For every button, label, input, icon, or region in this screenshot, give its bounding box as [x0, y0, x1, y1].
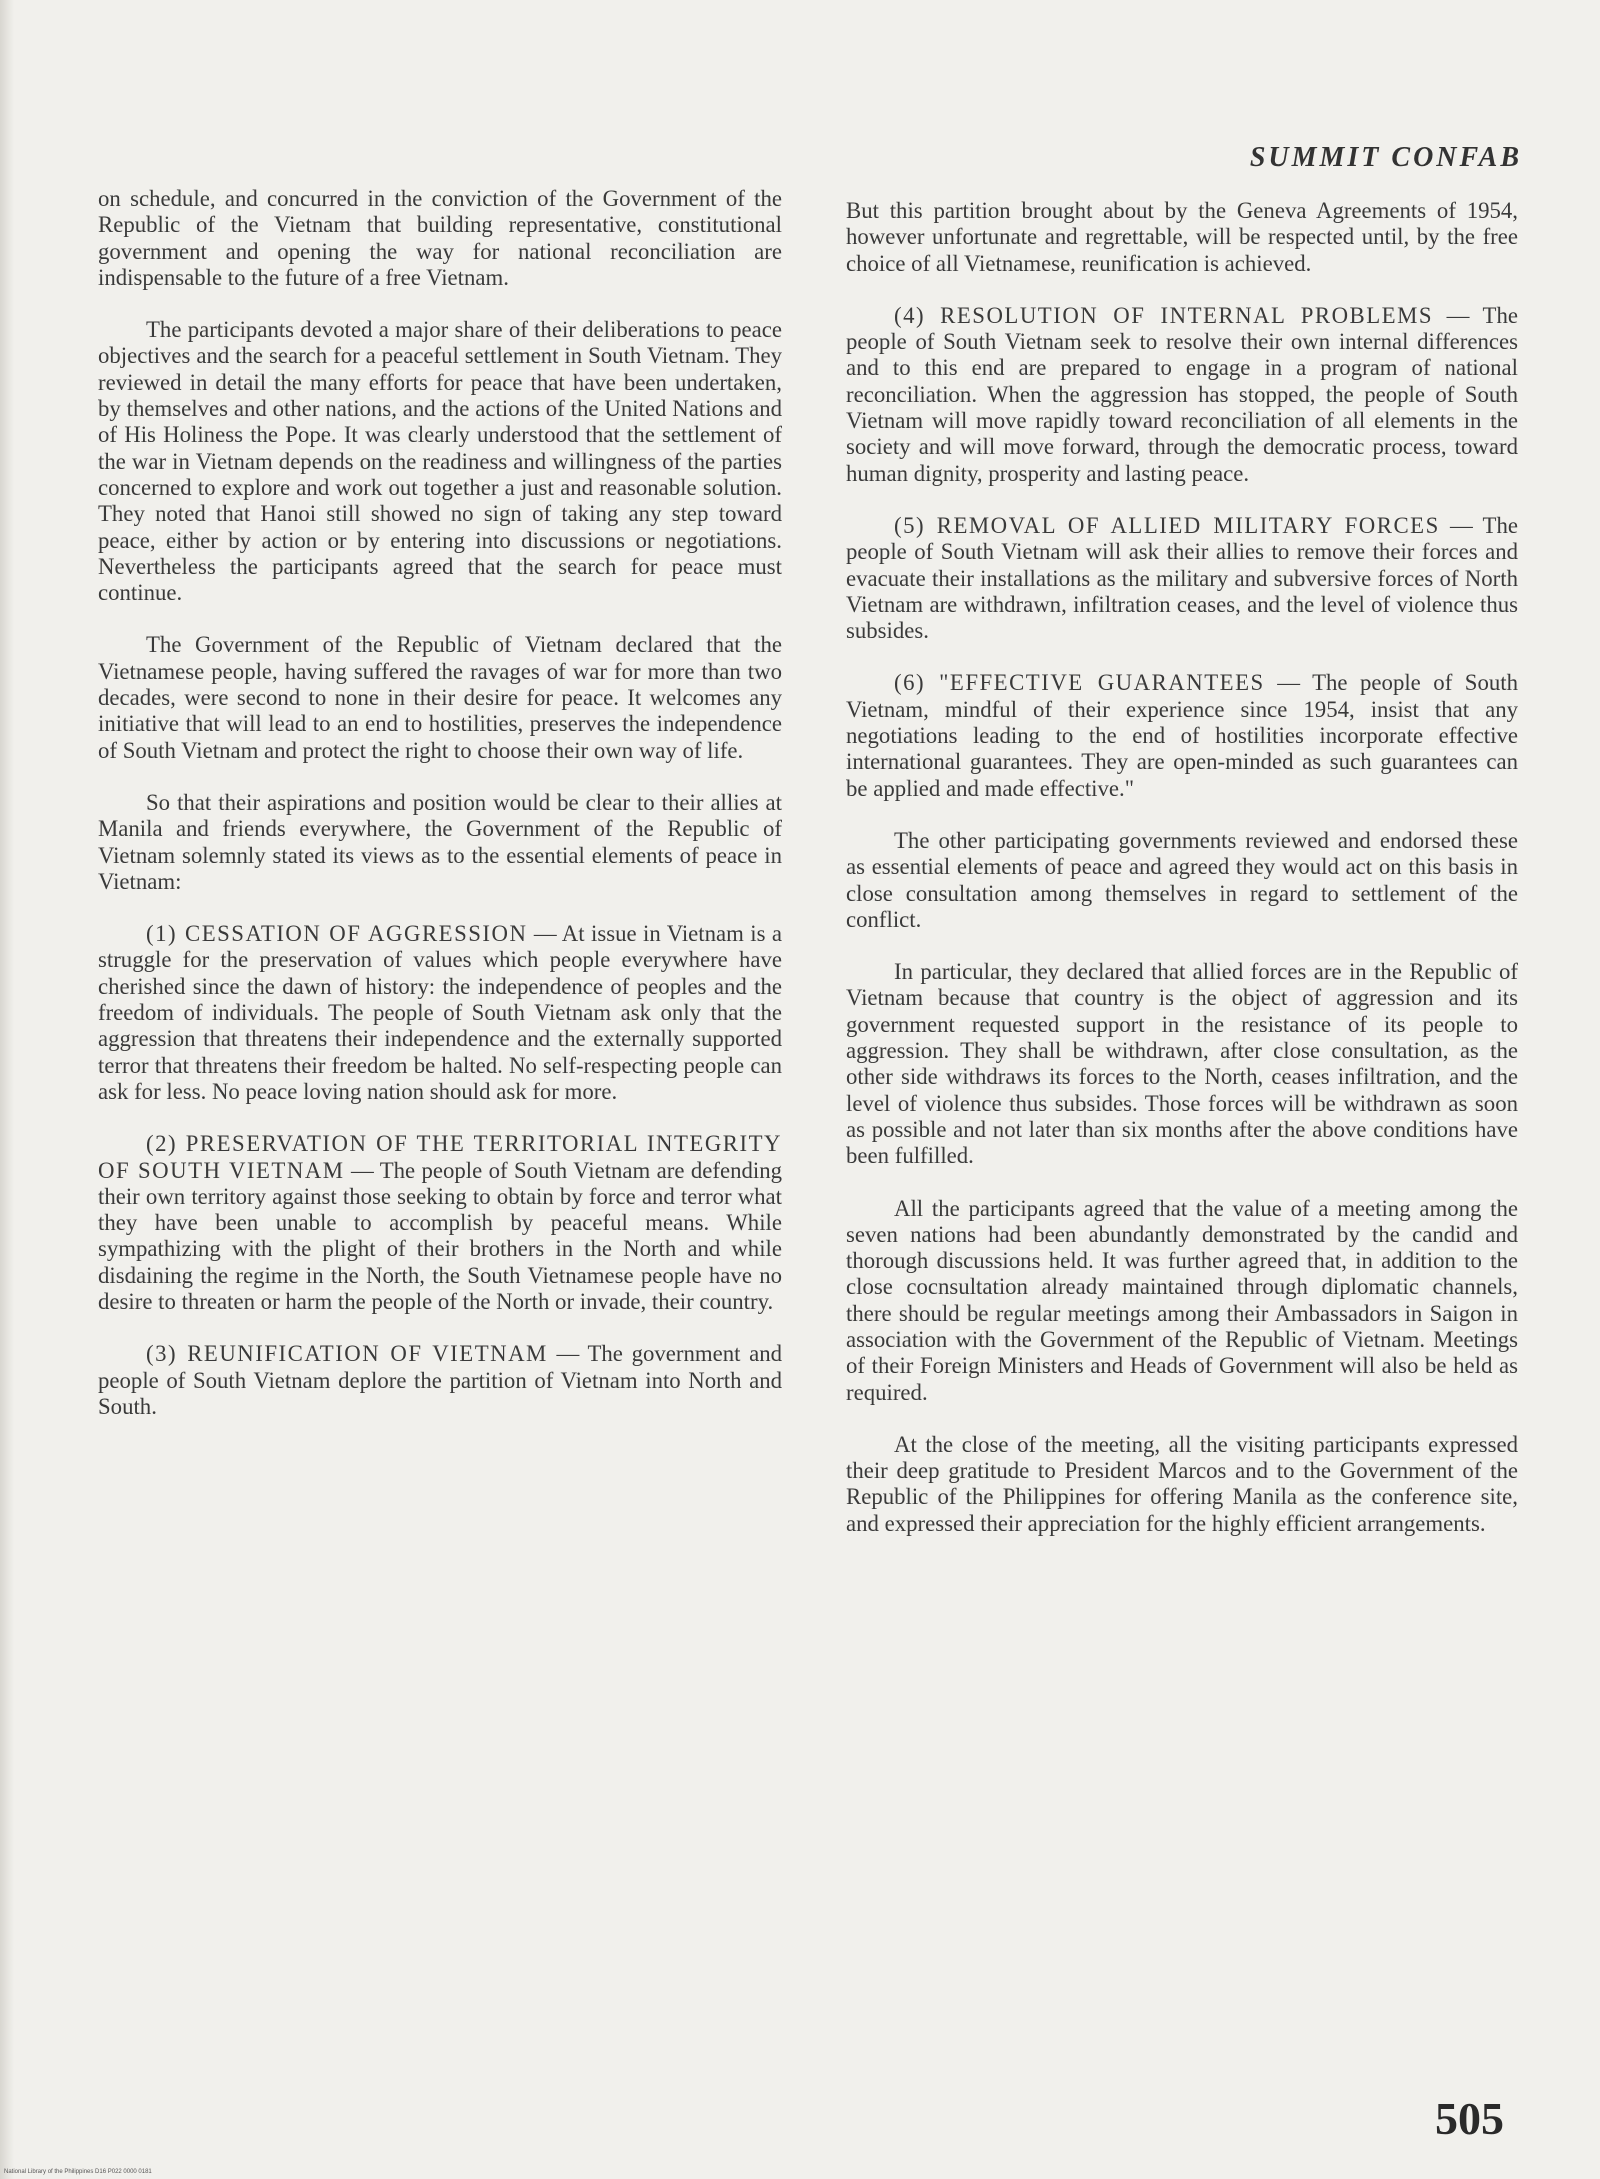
section-body: — The people of South Vietnam seek to resolve their own internal differences and to this end are prepared to engage in a program of national reconciliation. When the aggression has stopped, the people of South Vietnam will move rapidly toward reconciliation of all elements in the society and will move forward, through the democratic process, toward human dignity, prosperity and lasting peace.	[846, 302, 1518, 486]
section-paragraph	[846, 303, 1518, 487]
running-head: SUMMIT CONFAB	[1249, 142, 1522, 173]
paragraph: In particular, they declared that allied forces are in the Republic of Vietnam because that country is the object of aggression and its government requested support in the resistance of its people to aggression. They shall be withdrawn, after close consultation, as the other side withdraws its forces to the North, ceases infiltration, and the level of violence thus subsides. Those forces will be withdrawn as soon as possible and not later than six months after the above conditions have been fulfilled.	[846, 959, 1518, 1169]
paragraph: The other participating governments reviewed and endorsed these as essential elements of peace and agreed they would act on this basis in close consultation among themselves in regard to settlement of the conflict.	[846, 827, 1518, 932]
section-heading: (2) PRESERVATION OF THE TERRITORIAL INTEGRITY OF SOUTH VIETNAM	[98, 1131, 782, 1183]
section-paragraph	[98, 1131, 782, 1315]
scan-edge-shadow	[0, 0, 14, 2179]
section-paragraph	[846, 670, 1518, 801]
paragraph: All the participants agreed that the value of a meeting among the seven nations had been abundantly demonstrated by the candid and thorough discussions held. It was further agreed that, in addition to the close cocnsultation already maintained through diplomatic channels, there should be regular meetings among their Ambassadors in Saigon in association with the Government of the Republic of Vietnam. Meetings of their Foreign Ministers and Heads of Government will also be held as required.	[846, 1195, 1518, 1405]
section-heading: (4) RESOLUTION OF INTERNAL PROBLEMS	[894, 302, 1434, 328]
paragraph: The Government of the Republic of Vietnam declared that the Vietnamese people, having suffered the ravages of war for more than two decades, were second to none in their desire for peace. It welcomes any initiative that will lead to an end to hostilities, preserves the independence of South Vietnam and protect the right to choose their own way of life.	[98, 632, 782, 763]
left-column	[98, 186, 782, 1446]
section-heading: (5) REMOVAL OF ALLIED MILITARY FORCES	[894, 512, 1440, 538]
paragraph: But this partition brought about by the Geneva Agreements of 1954, however unfortunate and regrettable, will be respected until, by the free choice of all Vietnamese, reunification is achieved.	[846, 198, 1518, 276]
archive-credit: National Library of the Philippines D16 P022 0000 0181	[4, 2169, 152, 2175]
paragraph: The participants devoted a major share of their deliberations to peace objectives and the search for a peaceful settlement in South Vietnam. They reviewed in detail the many efforts for peace that have been undertaken, by themselves and other nations, and the actions of the United Nations and of His Holiness the Pope. It was clearly understood that the settlement of the war in Vietnam depends on the readiness and willingness of the parties concerned to explore and work out together a just and reasonable solution. They noted that Hanoi still showed no sign of taking any step toward peace, either by action or by entering into discussions or negotiations. Nevertheless the participants agreed that the search for peace must continue.	[98, 317, 782, 606]
section-heading: (1) CESSATION OF AGGRESSION	[146, 921, 528, 947]
section-paragraph	[98, 921, 782, 1105]
section-heading: (6) "EFFECTIVE GUARANTEES	[894, 670, 1265, 696]
section-body: — The people of South Vietnam will ask their allies to remove their forces and evacuate their installations as the military and subversive forces of North Vietnam are withdrawn, infiltration ceases, and the level of violence thus subsides.	[846, 512, 1518, 644]
section-paragraph	[846, 513, 1518, 644]
right-column	[846, 198, 1518, 1563]
section-body: — The people of South Vietnam, mindful of their experience since 1954, insist that any negotiations leading to the end of hostilities incorporate effective international guarantees. They are open-minded as such guarantees can be applied and made effective."	[846, 670, 1518, 801]
paragraph: on schedule, and concurred in the conviction of the Government of the Republic of the Vietnam that building representative, constitutional government and opening the way for national reconciliation are indispensable to the future of a free Vietnam.	[98, 186, 782, 290]
section-body: — At issue in Vietnam is a struggle for the preservation of values which people everywhere have cherished since the dawn of history: the independence of peoples and the freedom of individuals. The people of South Vietnam ask only that the aggression that threatens their independence and the externally supported terror that threatens their freedom be halted. No self-respecting people can ask for less. No peace loving nation should ask for more.	[98, 921, 782, 1104]
paragraph: So that their aspirations and position would be clear to their allies at Manila and friends everywhere, the Government of the Republic of Vietnam solemnly stated its views as to the essential elements of peace in Vietnam:	[98, 789, 782, 894]
paragraph: At the close of the meeting, all the visiting participants expressed their deep gratitude to President Marcos and to the Government of the Republic of the Philippines for offering Manila as the conference site, and expressed their appreciation for the highly efficient arrangements.	[846, 1431, 1518, 1536]
section-heading: (3) REUNIFICATION OF VIETNAM	[146, 1341, 548, 1367]
section-body: — The people of South Vietnam are defending their own territory against those seeking to obtain by force and terror what they have been unable to accomplish by peaceful means. While sympathizing with the plight of their brothers in the North and while disdaining the regime in the North, the South Vietnamese people have no desire to threaten or harm the people of the North or invade, their country.	[98, 1157, 782, 1314]
section-paragraph	[98, 1341, 782, 1420]
section-body: — The government and people of South Vietnam deplore the partition of Vietnam into North and South.	[98, 1341, 783, 1419]
page-number: 505	[1435, 2093, 1504, 2144]
